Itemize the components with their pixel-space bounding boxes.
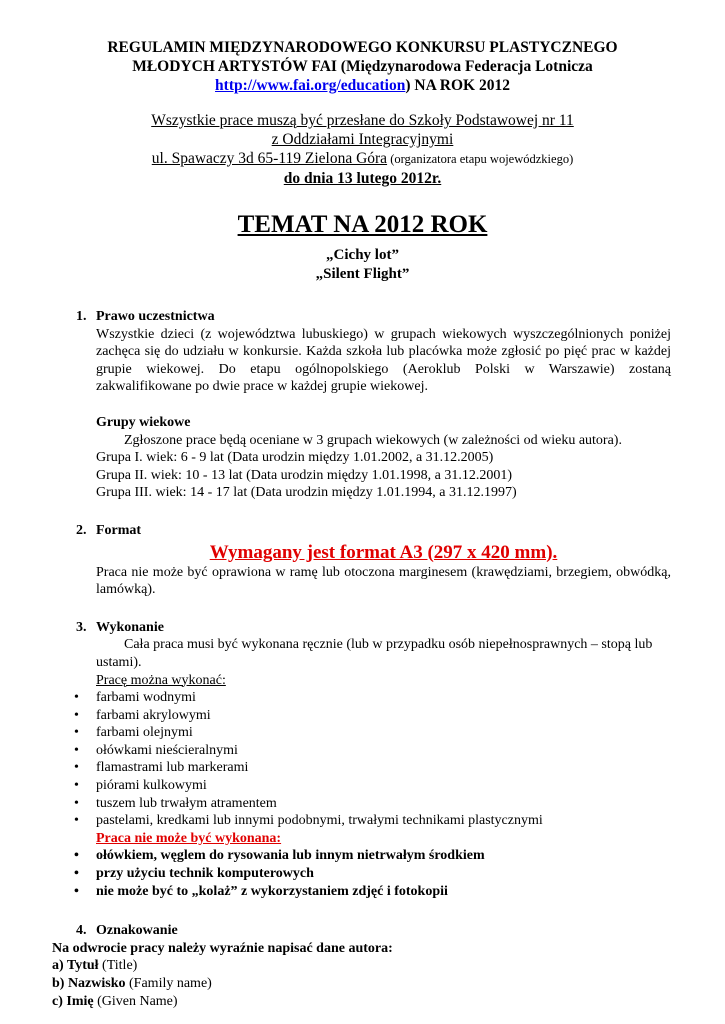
label-item-name: a) Tytuł xyxy=(52,958,99,974)
address-street: ul. Spawaczy 3d 65-119 Zielona Góra xyxy=(151,150,388,167)
section-title: Wykonanie xyxy=(96,619,164,635)
label-item-hint: (Title) xyxy=(98,958,138,974)
list-item: • ołówkami nieścieralnymi xyxy=(66,742,671,760)
section-format xyxy=(54,522,671,599)
section-execution xyxy=(54,619,671,901)
list-item: • pastelami, kredkami lub innymi podobnymi, trwałymi technikami plastycznymi xyxy=(66,812,671,830)
theme-english: „Silent Flight” xyxy=(315,266,410,282)
list-item: • ołówkiem, węglem do rysowania lub innym nietrwałym środkiem xyxy=(66,847,671,865)
theme-title: TEMAT NA 2012 ROK xyxy=(237,211,488,238)
theme-block xyxy=(54,210,671,284)
address-line-2: z Oddziałami Integracyjnymi xyxy=(271,131,454,148)
header-line-1: REGULAMIN MIĘDZYNARODOWEGO KONKURSU PLASTYCZNEGO xyxy=(107,39,618,56)
header-line-3 xyxy=(54,76,671,95)
forbidden-techniques-list xyxy=(66,847,671,900)
list-item: • przy użyciu technik komputerowych xyxy=(66,865,671,883)
label-item-family-name xyxy=(52,975,671,993)
labeling-intro: Na odwrocie pracy należy wyraźnie napisać dane autora: xyxy=(52,940,393,956)
label-item-name: b) Nazwisko xyxy=(52,976,126,991)
header-line-3-suffix: ) NA ROK 2012 xyxy=(405,77,510,94)
address-block xyxy=(54,111,671,188)
label-item-title xyxy=(52,957,671,975)
address-line-3 xyxy=(54,149,671,169)
address-line-1: Wszystkie prace muszą być przesłane do Szkoły Podstawowej nr 11 xyxy=(151,112,574,129)
age-group: Grupa II. wiek: 10 - 13 lat (Data urodzin między 1.01.1998, a 31.12.2001) xyxy=(96,467,513,483)
list-item: • farbami wodnymi xyxy=(66,689,671,707)
section-text: Wszystkie dzieci (z województwa lubuskiego) w grupach wiekowych wyszczególnionych poniżej zachęca się do udziału w konkursie. Każda szkoła lub placówka może zgłosić po pięć prac w każdej grupie wiekowej. Do etapu ogólnopolskiego (Aeroklub Polski w Warszawie) zostaną zakwalifikowane po dwie prace w każdej grupie wiekowej. xyxy=(96,326,671,395)
header-line-2: MŁODYCH ARTYSTÓW FAI (Międzynarodowa Federacja Lotnicza xyxy=(132,58,593,75)
list-item: • nie może być to „kolaż” z wykorzystaniem zdjęć i fotokopii xyxy=(66,883,671,901)
section-text: Praca nie może być oprawiona w ramę lub otoczona marginesem (krawędziami, brzegiem, obwódką, lamówką). xyxy=(96,564,671,598)
section-number: 3. xyxy=(76,619,87,635)
list-item: • farbami akrylowymi xyxy=(66,707,671,725)
section-title: Oznakowanie xyxy=(96,923,178,939)
label-item-hint: (Family name) xyxy=(125,976,212,991)
label-item-given-name xyxy=(52,993,671,1011)
required-format: Wymagany jest format A3 (297 x 420 mm). xyxy=(209,541,558,563)
document-header xyxy=(54,38,671,95)
list-item: • flamastrami lub markerami xyxy=(66,759,671,777)
section-number: 2. xyxy=(76,522,87,538)
section-title: Prawo uczestnictwa xyxy=(96,309,215,324)
groups-intro: Zgłoszone prace będą oceniane w 3 grupach wiekowych (w zależności od wieku autora). xyxy=(124,432,622,448)
label-item-hint: (Given Name) xyxy=(93,993,178,1009)
forbidden-title: Praca nie może być wykonana: xyxy=(96,830,282,846)
age-group: Grupa III. wiek: 14 - 17 lat (Data urodzin między 1.01.1994, a 31.12.1997) xyxy=(96,485,517,501)
address-note: (organizatora etapu wojewódzkiego) xyxy=(387,152,574,166)
section-number: 1. xyxy=(76,309,87,324)
list-item: • piórami kulkowymi xyxy=(66,777,671,795)
age-group: Grupa I. wiek: 6 - 9 lat (Data urodzin między 1.01.2002, a 31.12.2005) xyxy=(96,450,494,466)
allowed-title: Pracę można wykonać: xyxy=(96,672,226,688)
list-item: • farbami olejnymi xyxy=(66,724,671,742)
section-number: 4. xyxy=(76,923,87,939)
deadline: do dnia 13 lutego 2012r. xyxy=(283,170,442,187)
section-labeling xyxy=(54,922,671,940)
allowed-techniques-list xyxy=(66,689,671,830)
labeling-details xyxy=(52,940,671,1010)
fai-education-link[interactable]: http://www.fai.org/education xyxy=(215,77,406,94)
section-text: Cała praca musi być wykonana ręcznie (lub w przypadku osób niepełnosprawnych – stopą lub ustami). xyxy=(96,637,653,670)
groups-title: Grupy wiekowe xyxy=(96,414,191,430)
theme-polish: „Cichy lot” xyxy=(326,247,399,263)
section-participation xyxy=(54,308,671,502)
section-title: Format xyxy=(96,522,142,538)
list-item: • tuszem lub trwałym atramentem xyxy=(66,795,671,813)
label-item-name: c) Imię xyxy=(52,993,94,1009)
